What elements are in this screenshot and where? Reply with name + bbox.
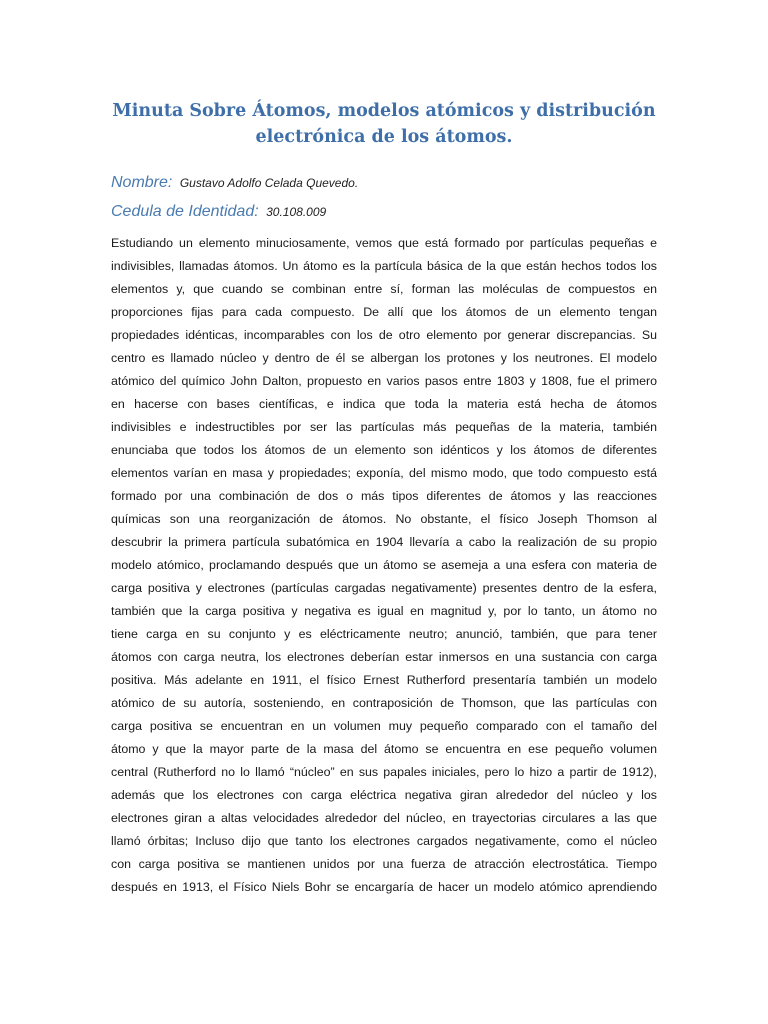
id-label: Cedula de Identidad: <box>111 203 259 220</box>
body-line: llamó órbitas; Incluso dijo que tanto los electrones cargados negativamente, como el núcleo <box>111 834 657 848</box>
body-line: átomos con carga neutra, los electrones deberían estar inmersos en una sustancia con carga <box>111 650 657 664</box>
body-line: propiedades idénticas, incomparables con los de otro elemento por generar discrepancias. Su <box>111 328 657 342</box>
name-value: Gustavo Adolfo Celada Quevedo. <box>179 176 359 190</box>
body-line: formado por una combinación de dos o más tipos diferentes de átomos y las reacciones <box>111 489 657 503</box>
body-line: también que la carga positiva y negativa es igual en magnitud y, por lo tanto, un átomo no <box>111 604 657 618</box>
body-line: químicas son una reorganización de átomos. No obstante, el físico Joseph Thomson al <box>111 512 657 526</box>
body-line: tiene carga en su conjunto y es eléctricamente neutro; anunció, también, que para tener <box>111 627 657 641</box>
body-line: central (Rutherford no lo llamó “núcleo” en sus papales iniciales, pero lo hizo a partir de 1912), <box>111 765 657 779</box>
body-line: positiva. Más adelante en 1911, el físico Ernest Rutherford presentaría también un modelo <box>111 673 657 687</box>
body-line: carga positiva y electrones (partículas cargadas negativamente) presentes dentro de la esfera, <box>111 581 657 595</box>
name-label: Nombre: <box>111 174 173 191</box>
body-line: elementos varían en masa y propiedades; exponía, del mismo modo, que todo compuesto está <box>111 466 657 480</box>
body-line: indivisibles, llamadas átomos. Un átomo es la partícula básica de la que están hechos todos los <box>111 259 657 273</box>
body-line: modelo atómico, proclamando después que un átomo se asemeja a una esfera con materia de <box>111 558 657 572</box>
body-line: atómico del químico John Dalton, propuesto en varios pasos entre 1803 y 1808, fue el primero <box>111 374 657 388</box>
body-line: átomo y que la mayor parte de la masa del átomo se encuentra en ese pequeño volumen <box>111 742 657 756</box>
body-line: carga positiva se encuentran en un volumen muy pequeño comparado con el tamaño del <box>111 719 657 733</box>
title-line-2: electrónica de los átomos. <box>255 127 513 147</box>
id-value: 30.108.009 <box>266 205 327 219</box>
author-name-row <box>111 174 358 192</box>
id-row <box>111 203 326 221</box>
body-line: electrones giran a altas velocidades alrededor del núcleo, en trayectorias circulares a las que <box>111 811 657 825</box>
body-line: descubrir la primera partícula subatómica en 1904 llevaría a cabo la realización de su propio <box>111 535 657 549</box>
body-line: elementos y, que cuando se combinan entre sí, forman las moléculas de compuestos en <box>111 282 657 296</box>
body-line: enunciaba que todos los átomos de un elemento son idénticos y los átomos de diferentes <box>111 443 657 457</box>
body-line: indivisibles e indestructibles por ser las partículas más pequeñas de la materia, también <box>111 420 657 434</box>
body-line: después en 1913, el Físico Niels Bohr se encargaría de hacer un modelo atómico aprendiendo <box>111 880 657 894</box>
body-line: atómico de su autoría, sosteniendo, en contraposición de Thomson, que las partículas con <box>111 696 657 710</box>
body-paragraph <box>111 232 657 968</box>
body-line: proporciones fijas para cada compuesto. De allí que los átomos de un elemento tengan <box>111 305 657 319</box>
body-line: centro es llamado núcleo y dentro de él se albergan los protones y los neutrones. El modelo <box>111 351 657 365</box>
body-line: en hacerse con bases científicas, e indica que toda la materia está hecha de átomos <box>111 397 657 411</box>
title-line-1: Minuta Sobre Átomos, modelos atómicos y distribución <box>112 101 656 121</box>
body-line: Estudiando un elemento minuciosamente, vemos que está formado por partículas pequeñas e <box>111 236 657 250</box>
document-title <box>100 98 668 150</box>
body-line: además que los electrones con carga eléctrica negativa giran alrededor del núcleo y los <box>111 788 657 802</box>
body-line: con carga positiva se mantienen unidos por una fuerza de atracción electrostática. Tiempo <box>111 857 657 871</box>
